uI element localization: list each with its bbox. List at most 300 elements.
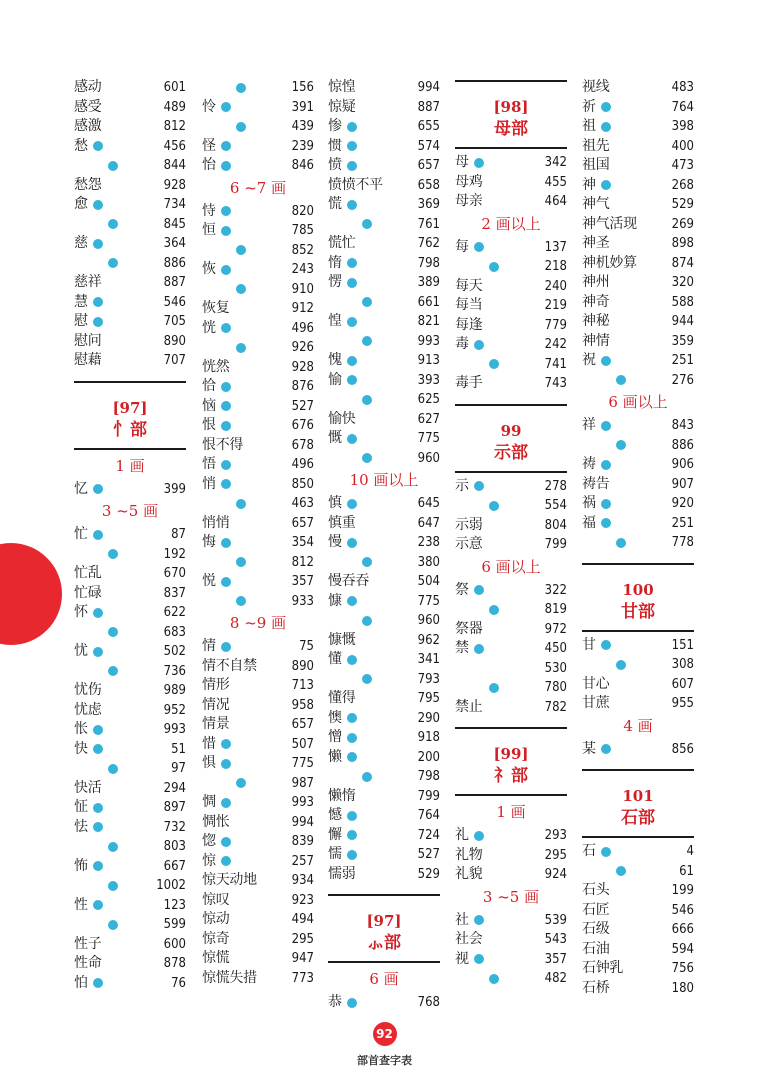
pinyin-marker-icon [93,647,103,657]
entry-word: 忙碌 [74,584,102,601]
pinyin-marker-icon [362,219,372,229]
entry-page-number: 218 [544,259,567,274]
entry-word: 每逢 [455,316,483,333]
entry-word: 惯 [328,137,342,154]
pinyin-marker-icon [601,102,611,112]
entry-page-number: 926 [291,340,314,355]
index-entry [582,98,694,118]
entry-page-number: 923 [291,892,314,908]
index-entry [328,650,440,670]
index-entry [202,572,314,592]
entry-word: 忙乱 [74,565,102,581]
entry-word: 怕 [74,974,88,991]
entry-word: 祭器 [455,620,483,637]
index-column-1 [74,78,186,993]
entry-page-number: 369 [417,197,440,212]
entry-page-number: 269 [671,216,694,232]
entry-word: 石头 [582,882,610,898]
entry-word: 示 [455,477,469,494]
index-entry [74,876,186,896]
index-entry [455,496,567,516]
entry-word: 怖 [74,857,88,874]
index-entry [74,480,186,500]
entry-page-number: 529 [417,866,440,882]
index-entry [328,78,440,98]
pinyin-marker-icon [347,733,357,743]
entry-page-number: 242 [544,337,567,352]
entry-word: 懒惰 [328,787,356,804]
entry-word: 甘心 [582,675,610,692]
index-entry [202,735,314,755]
entry-word: 祷告 [582,475,610,492]
entry-page-number: 463 [291,496,314,511]
index-entry [74,837,186,857]
index-entry [74,254,186,274]
entry-word: 神情 [582,332,610,349]
index-entry [455,355,567,375]
index-entry [74,273,186,293]
entry-page-number: 546 [671,902,694,918]
section-divider [455,80,567,91]
radical-name: 礻部 [494,766,528,786]
stroke-count-heading: 6 画以上 [608,393,668,411]
entry-page-number: 890 [291,658,314,674]
entry-word: 惊天动地 [202,872,257,888]
entry-word: 母 [455,154,469,170]
entry-page-number: 812 [291,554,314,570]
entry-word: 祷 [582,456,596,472]
index-entry [455,192,567,212]
entry-word: 感激 [74,118,102,134]
entry-word: 礼物 [455,846,483,863]
index-entry [202,852,314,872]
index-entry [328,572,440,592]
index-entry [202,871,314,891]
entry-word: 社 [455,911,469,928]
pinyin-marker-icon [236,343,246,353]
pinyin-marker-icon [93,822,103,832]
entry-page-number: 793 [417,671,440,687]
index-entry [582,455,694,475]
pinyin-marker-icon [236,245,246,255]
index-entry [202,813,314,833]
pinyin-marker-icon [489,605,499,615]
entry-page-number: 886 [671,437,694,453]
index-entry [74,215,186,235]
index-entry [328,767,440,787]
entry-word: 忧伤 [74,682,102,698]
index-entry [582,137,694,157]
entry-word: 每当 [455,297,483,313]
entry-page-number: 364 [163,236,186,251]
entry-page-number: 799 [417,788,440,804]
entry-word: 忧虑 [74,701,102,718]
radical-section-heading [74,392,186,450]
index-entry [582,675,694,695]
index-entry [328,410,440,430]
index-entry [328,312,440,332]
index-entry [74,603,186,623]
entry-page-number: 456 [163,138,186,154]
entry-word: 忧 [74,643,88,659]
entry-word: 懈 [328,826,342,843]
index-entry [328,845,440,865]
entry-word: 惊慌失措 [202,969,257,986]
entry-word: 懦 [328,846,342,862]
pinyin-marker-icon [347,317,357,327]
entry-page-number: 238 [417,535,440,550]
radical-name: 忄部 [113,419,147,440]
index-entry [582,234,694,254]
pinyin-marker-icon [347,122,357,132]
entry-word: 慧 [74,293,88,310]
entry-page-number: 707 [163,353,186,368]
entry-page-number: 599 [163,917,186,932]
entry-word: 石桥 [582,979,610,996]
index-entry [202,949,314,969]
index-entry [74,779,186,799]
pinyin-marker-icon [347,850,357,860]
pinyin-marker-icon [93,530,103,540]
index-entry [582,979,694,999]
entry-page-number: 588 [671,294,694,310]
index-entry [455,969,567,989]
entry-word: 惜 [202,735,216,752]
pinyin-marker-icon [221,798,231,808]
pinyin-marker-icon [221,759,231,769]
index-entry [328,533,440,553]
entry-word: 慈 [74,235,88,251]
entry-page-number: 622 [163,605,186,620]
entry-page-number: 601 [163,80,186,95]
entry-word: 惚 [202,833,216,849]
entry-word: 愤 [328,157,342,173]
entry-page-number: 600 [163,936,186,952]
pinyin-marker-icon [221,141,231,151]
index-entry [328,449,440,469]
entry-word: 悔 [202,534,216,550]
entry-word: 忆 [74,480,88,497]
entry-page-number: 918 [417,730,440,745]
entry-word: 祥 [582,417,596,433]
entry-page-number: 756 [671,961,694,976]
pinyin-marker-icon [601,847,611,857]
entry-page-number: 657 [291,515,314,531]
entry-word: 性命 [74,955,102,971]
index-entry [582,195,694,215]
index-entry [202,358,314,378]
entry-page-number: 359 [671,333,694,349]
index-entry [202,754,314,774]
index-entry [74,545,186,565]
entry-page-number: 798 [417,769,440,784]
entry-page-number: 341 [417,652,440,667]
index-entry [455,477,567,497]
entry-page-number: 762 [417,236,440,251]
index-entry [202,338,314,358]
entry-word: 怅 [74,721,88,737]
pinyin-marker-icon [108,764,118,774]
entry-page-number: 489 [163,99,186,115]
radical-number: [97] [366,912,402,930]
pinyin-marker-icon [474,585,484,595]
entry-word: 怜 [202,98,216,115]
entry-word: 慷 [328,592,342,609]
pinyin-marker-icon [616,866,626,876]
entry-word: 示意 [455,536,483,552]
index-entry [202,319,314,339]
entry-word: 毒手 [455,375,483,391]
stroke-count-heading: 2 画以上 [481,214,541,233]
index-entry [455,678,567,698]
index-entry [202,514,314,534]
pinyin-marker-icon [601,356,611,366]
stroke-count-heading: 8 ~9 画 [229,614,287,632]
entry-word: 慌 [328,196,342,212]
entry-word: 愁 [74,137,88,154]
pinyin-marker-icon [489,262,499,272]
entry-page-number: 713 [291,678,314,693]
pinyin-marker-icon [601,744,611,754]
entry-word: 每 [455,238,469,255]
index-entry [455,153,567,173]
entry-page-number: 705 [163,314,186,329]
index-entry [74,798,186,818]
stroke-count-heading: 3 ~5 画 [101,502,159,520]
index-entry [328,494,440,514]
index-entry [74,312,186,332]
entry-page-number: 913 [417,353,440,368]
entry-page-number: 308 [671,657,694,672]
entry-word: 慌忙 [328,235,356,251]
pinyin-marker-icon [362,616,372,626]
entry-word: 快 [74,740,88,757]
entry-page-number: 960 [417,613,440,628]
entry-page-number: 928 [163,177,186,193]
entry-page-number: 852 [291,242,314,258]
entry-page-number: 876 [291,379,314,394]
entry-page-number: 473 [671,158,694,173]
section-divider [455,727,567,738]
entry-page-number: 683 [163,624,186,640]
entry-word: 恨不得 [202,436,244,453]
index-entry [202,117,314,137]
index-entry [74,818,186,838]
radical-section-heading [582,574,694,632]
index-entry [74,156,186,176]
entry-page-number: 530 [544,660,567,676]
index-entry [74,915,186,935]
entry-page-number: 294 [163,780,186,796]
index-entry [202,715,314,735]
pinyin-marker-icon [108,920,118,930]
radical-name: 甘部 [621,601,655,622]
entry-page-number: 504 [417,574,440,589]
entry-page-number: 934 [291,873,314,888]
entry-page-number: 910 [291,281,314,297]
entry-page-number: 775 [291,756,314,771]
entry-page-number: 219 [544,298,567,313]
entry-page-number: 987 [291,775,314,791]
entry-page-number: 647 [417,515,440,531]
entry-page-number: 780 [544,680,567,695]
index-entry [202,221,314,241]
entry-page-number: 795 [417,691,440,706]
entry-page-number: 543 [544,932,567,947]
entry-word: 神奇 [582,293,610,310]
index-entry [74,623,186,643]
entry-word: 礼貌 [455,866,483,882]
entry-word: 惊慌 [202,950,230,966]
pinyin-marker-icon [601,518,611,528]
pinyin-marker-icon [601,122,611,132]
entry-page-number: 887 [417,99,440,115]
entry-page-number: 539 [544,912,567,928]
pinyin-marker-icon [93,200,103,210]
entry-word: 快活 [74,779,102,796]
entry-page-number: 898 [671,236,694,251]
entry-word: 慰问 [74,332,102,349]
entry-page-number: 482 [544,971,567,986]
entry-page-number: 645 [417,496,440,511]
entry-page-number: 972 [544,621,567,637]
index-entry [202,930,314,950]
entry-page-number: 798 [417,255,440,271]
entry-page-number: 393 [417,372,440,388]
index-entry [455,846,567,866]
entry-page-number: 657 [417,158,440,173]
entry-page-number: 439 [291,119,314,134]
entry-page-number: 773 [291,970,314,986]
pinyin-marker-icon [221,161,231,171]
entry-page-number: 137 [544,239,567,255]
entry-word: 恢复 [202,300,230,316]
entry-page-number: 732 [163,819,186,835]
entry-word: 每天 [455,277,483,294]
entry-word: 石级 [582,921,610,937]
index-entry [202,793,314,813]
entry-page-number: 839 [291,834,314,849]
entry-page-number: 812 [163,119,186,134]
index-entry [582,78,694,98]
footer-title: 部首查字表 [357,1054,412,1067]
entry-page-number: 625 [417,392,440,407]
pinyin-marker-icon [601,460,611,470]
entry-page-number: 594 [671,941,694,957]
pinyin-marker-icon [362,297,372,307]
index-entry [74,195,186,215]
index-entry [455,659,567,679]
pinyin-marker-icon [347,258,357,268]
index-entry [328,553,440,573]
index-entry [582,117,694,137]
entry-page-number: 821 [417,314,440,329]
entry-word: 祖 [582,118,596,134]
pinyin-marker-icon [616,660,626,670]
index-entry [328,670,440,690]
index-entry [582,959,694,979]
entry-word: 愉快 [328,410,356,427]
pinyin-marker-icon [93,803,103,813]
entry-word: 恒 [202,222,216,238]
entry-word: 懂得 [328,690,356,706]
entry-page-number: 239 [291,138,314,154]
page-number: 92 [373,1022,397,1046]
entry-word: 憾 [328,807,342,823]
index-entry [328,787,440,807]
section-divider [328,894,440,905]
index-entry [582,416,694,436]
pinyin-marker-icon [93,297,103,307]
entry-page-number: 4 [686,844,694,859]
index-entry [74,584,186,604]
pinyin-marker-icon [93,608,103,618]
index-entry [202,98,314,118]
entry-page-number: 775 [417,431,440,446]
entry-word: 神气活现 [582,215,637,232]
entry-word: 愣 [328,274,342,290]
section-divider [582,769,694,780]
index-entry [202,241,314,261]
index-entry [202,202,314,222]
index-entry [328,429,440,449]
index-entry [328,514,440,534]
index-entry [202,280,314,300]
entry-page-number: 845 [163,216,186,232]
entry-page-number: 666 [671,922,694,937]
pinyin-marker-icon [474,158,484,168]
index-entry [582,694,694,714]
entry-word: 惶 [328,313,342,329]
index-entry [328,137,440,157]
index-entry [202,137,314,157]
pinyin-marker-icon [347,811,357,821]
entry-page-number: 380 [417,554,440,570]
index-entry [74,974,186,994]
pinyin-marker-icon [93,861,103,871]
entry-word: 惆怅 [202,813,230,830]
entry-word: 示弱 [455,516,483,533]
entry-page-number: 782 [544,699,567,715]
pinyin-marker-icon [93,725,103,735]
entry-page-number: 251 [671,353,694,368]
entry-page-number: 546 [163,294,186,310]
index-entry [582,940,694,960]
entry-page-number: 837 [163,585,186,601]
index-entry [328,728,440,748]
radical-section-heading [582,780,694,838]
entry-word: 礼 [455,827,469,843]
index-entry [202,910,314,930]
pinyin-marker-icon [601,499,611,509]
pinyin-marker-icon [347,538,357,548]
pinyin-marker-icon [221,382,231,392]
radical-section-heading [455,738,567,796]
pinyin-marker-icon [108,549,118,559]
pinyin-marker-icon [236,284,246,294]
entry-word: 惊叹 [202,891,230,908]
entry-page-number: 775 [417,593,440,609]
index-entry [582,881,694,901]
index-entry [74,351,186,371]
pinyin-marker-icon [474,954,484,964]
entry-word: 慷慨 [328,631,356,648]
entry-page-number: 97 [171,761,186,776]
index-entry [328,592,440,612]
index-entry [328,709,440,729]
entry-page-number: 890 [163,333,186,349]
index-entry [74,78,186,98]
